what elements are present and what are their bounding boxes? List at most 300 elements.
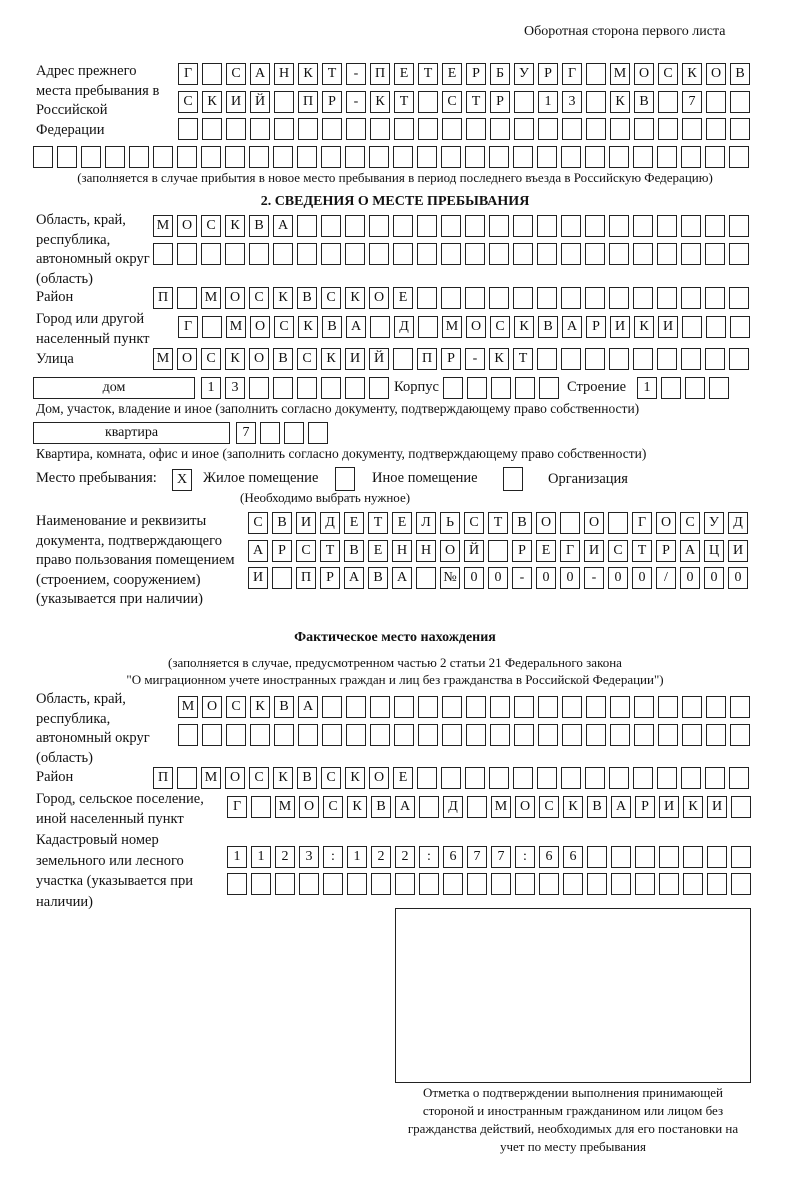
- char-cell[interactable]: [394, 724, 414, 746]
- char-cell[interactable]: Т: [320, 540, 340, 562]
- char-cell[interactable]: О: [706, 63, 726, 85]
- char-cell[interactable]: [586, 91, 606, 113]
- char-cell[interactable]: [706, 724, 726, 746]
- char-cell[interactable]: [418, 316, 438, 338]
- char-cell[interactable]: 3: [225, 377, 245, 399]
- char-cell[interactable]: Г: [560, 540, 580, 562]
- char-cell[interactable]: А: [344, 567, 364, 589]
- char-cell[interactable]: [709, 377, 729, 399]
- char-cell[interactable]: [201, 146, 221, 168]
- char-cell[interactable]: [682, 118, 702, 140]
- char-cell[interactable]: О: [369, 767, 389, 789]
- stay-option-other-checkbox[interactable]: [335, 467, 355, 491]
- char-cell[interactable]: [465, 215, 485, 237]
- char-cell[interactable]: Й: [369, 348, 389, 370]
- char-cell[interactable]: 1: [538, 91, 558, 113]
- char-cell[interactable]: Р: [538, 63, 558, 85]
- char-cell[interactable]: Е: [393, 287, 413, 309]
- char-cell[interactable]: [249, 377, 269, 399]
- char-cell[interactable]: С: [249, 287, 269, 309]
- char-cell[interactable]: №: [440, 567, 460, 589]
- char-cell[interactable]: /: [656, 567, 676, 589]
- char-cell[interactable]: 0: [704, 567, 724, 589]
- char-cell[interactable]: 7: [236, 422, 256, 444]
- char-cell[interactable]: [610, 118, 630, 140]
- char-cell[interactable]: [561, 146, 581, 168]
- char-cell[interactable]: Т: [322, 63, 342, 85]
- char-cell[interactable]: [442, 696, 462, 718]
- char-cell[interactable]: Е: [393, 767, 413, 789]
- char-cell[interactable]: [635, 873, 655, 895]
- char-cell[interactable]: [730, 724, 750, 746]
- char-cell[interactable]: [178, 118, 198, 140]
- char-cell[interactable]: [730, 118, 750, 140]
- char-cell[interactable]: [153, 146, 173, 168]
- char-cell[interactable]: [297, 146, 317, 168]
- char-cell[interactable]: 6: [443, 846, 463, 868]
- char-cell[interactable]: 1: [201, 377, 221, 399]
- char-cell[interactable]: [513, 146, 533, 168]
- char-cell[interactable]: [466, 696, 486, 718]
- char-cell[interactable]: [370, 696, 390, 718]
- char-cell[interactable]: 3: [562, 91, 582, 113]
- char-cell[interactable]: 1: [347, 846, 367, 868]
- char-cell[interactable]: [441, 287, 461, 309]
- char-cell[interactable]: [681, 287, 701, 309]
- char-cell[interactable]: Б: [490, 63, 510, 85]
- char-cell[interactable]: [274, 118, 294, 140]
- char-cell[interactable]: 1: [637, 377, 657, 399]
- char-cell[interactable]: [105, 146, 125, 168]
- char-cell[interactable]: Л: [416, 512, 436, 534]
- char-cell[interactable]: В: [371, 796, 391, 818]
- char-cell[interactable]: В: [368, 567, 388, 589]
- char-cell[interactable]: [608, 512, 628, 534]
- char-cell[interactable]: С: [321, 767, 341, 789]
- char-cell[interactable]: [227, 873, 247, 895]
- char-cell[interactable]: [537, 215, 557, 237]
- char-cell[interactable]: [658, 724, 678, 746]
- char-cell[interactable]: [585, 348, 605, 370]
- char-cell[interactable]: [346, 696, 366, 718]
- char-cell[interactable]: [562, 696, 582, 718]
- char-cell[interactable]: [562, 118, 582, 140]
- char-cell[interactable]: П: [417, 348, 437, 370]
- char-cell[interactable]: -: [512, 567, 532, 589]
- char-cell[interactable]: [465, 146, 485, 168]
- char-cell[interactable]: И: [248, 567, 268, 589]
- char-cell[interactable]: [489, 215, 509, 237]
- char-cell[interactable]: 6: [563, 846, 583, 868]
- char-cell[interactable]: [610, 696, 630, 718]
- char-cell[interactable]: И: [707, 796, 727, 818]
- char-cell[interactable]: [729, 146, 749, 168]
- char-cell[interactable]: П: [370, 63, 390, 85]
- char-cell[interactable]: [681, 348, 701, 370]
- char-cell[interactable]: О: [466, 316, 486, 338]
- char-cell[interactable]: К: [345, 287, 365, 309]
- char-cell[interactable]: И: [659, 796, 679, 818]
- char-cell[interactable]: [514, 696, 534, 718]
- char-cell[interactable]: [609, 348, 629, 370]
- char-cell[interactable]: [250, 724, 270, 746]
- char-cell[interactable]: [661, 377, 681, 399]
- char-cell[interactable]: [274, 91, 294, 113]
- char-cell[interactable]: Е: [392, 512, 412, 534]
- char-cell[interactable]: [537, 348, 557, 370]
- char-cell[interactable]: [249, 146, 269, 168]
- char-cell[interactable]: [251, 796, 271, 818]
- char-cell[interactable]: [685, 377, 705, 399]
- char-cell[interactable]: О: [440, 540, 460, 562]
- char-cell[interactable]: Г: [227, 796, 247, 818]
- char-cell[interactable]: [322, 696, 342, 718]
- char-cell[interactable]: [491, 377, 511, 399]
- char-cell[interactable]: [731, 796, 751, 818]
- char-cell[interactable]: [308, 422, 328, 444]
- char-cell[interactable]: [394, 696, 414, 718]
- char-cell[interactable]: [81, 146, 101, 168]
- char-cell[interactable]: В: [273, 348, 293, 370]
- char-cell[interactable]: [585, 243, 605, 265]
- char-cell[interactable]: [272, 567, 292, 589]
- char-cell[interactable]: [706, 118, 726, 140]
- char-cell[interactable]: 2: [275, 846, 295, 868]
- char-cell[interactable]: 0: [680, 567, 700, 589]
- char-cell[interactable]: [513, 287, 533, 309]
- char-cell[interactable]: О: [202, 696, 222, 718]
- char-cell[interactable]: [609, 287, 629, 309]
- char-cell[interactable]: И: [296, 512, 316, 534]
- char-cell[interactable]: [250, 118, 270, 140]
- char-cell[interactable]: [467, 796, 487, 818]
- char-cell[interactable]: [705, 767, 725, 789]
- char-cell[interactable]: [729, 767, 749, 789]
- char-cell[interactable]: -: [346, 91, 366, 113]
- char-cell[interactable]: [705, 146, 725, 168]
- char-cell[interactable]: [633, 146, 653, 168]
- char-cell[interactable]: [297, 243, 317, 265]
- char-cell[interactable]: [273, 377, 293, 399]
- stay-option-organization-checkbox[interactable]: [503, 467, 523, 491]
- char-cell[interactable]: С: [201, 348, 221, 370]
- char-cell[interactable]: [560, 512, 580, 534]
- char-cell[interactable]: -: [465, 348, 485, 370]
- char-cell[interactable]: 7: [467, 846, 487, 868]
- char-cell[interactable]: П: [153, 287, 173, 309]
- char-cell[interactable]: [586, 724, 606, 746]
- char-cell[interactable]: К: [370, 91, 390, 113]
- char-cell[interactable]: 0: [536, 567, 556, 589]
- char-cell[interactable]: [657, 146, 677, 168]
- char-cell[interactable]: [177, 146, 197, 168]
- char-cell[interactable]: [225, 146, 245, 168]
- char-cell[interactable]: Й: [250, 91, 270, 113]
- char-cell[interactable]: 0: [488, 567, 508, 589]
- char-cell[interactable]: -: [346, 63, 366, 85]
- flat-type-field[interactable]: квартира: [33, 422, 230, 444]
- char-cell[interactable]: М: [442, 316, 462, 338]
- char-cell[interactable]: 1: [251, 846, 271, 868]
- char-cell[interactable]: Й: [464, 540, 484, 562]
- char-cell[interactable]: [202, 63, 222, 85]
- char-cell[interactable]: [561, 767, 581, 789]
- char-cell[interactable]: [706, 696, 726, 718]
- char-cell[interactable]: [417, 215, 437, 237]
- char-cell[interactable]: В: [538, 316, 558, 338]
- char-cell[interactable]: [635, 846, 655, 868]
- char-cell[interactable]: [466, 724, 486, 746]
- char-cell[interactable]: [514, 91, 534, 113]
- char-cell[interactable]: [251, 873, 271, 895]
- char-cell[interactable]: [683, 846, 703, 868]
- char-cell[interactable]: Г: [178, 63, 198, 85]
- char-cell[interactable]: [417, 243, 437, 265]
- char-cell[interactable]: [323, 873, 343, 895]
- char-cell[interactable]: Р: [322, 91, 342, 113]
- char-cell[interactable]: С: [490, 316, 510, 338]
- char-cell[interactable]: К: [321, 348, 341, 370]
- char-cell[interactable]: [489, 287, 509, 309]
- char-cell[interactable]: Т: [513, 348, 533, 370]
- char-cell[interactable]: [321, 146, 341, 168]
- char-cell[interactable]: Ь: [440, 512, 460, 534]
- char-cell[interactable]: [441, 243, 461, 265]
- char-cell[interactable]: :: [419, 846, 439, 868]
- char-cell[interactable]: [731, 873, 751, 895]
- char-cell[interactable]: [611, 873, 631, 895]
- char-cell[interactable]: [633, 767, 653, 789]
- char-cell[interactable]: [443, 377, 463, 399]
- char-cell[interactable]: М: [610, 63, 630, 85]
- char-cell[interactable]: [539, 873, 559, 895]
- char-cell[interactable]: Т: [488, 512, 508, 534]
- stay-option-residential-checkbox[interactable]: X: [172, 469, 192, 491]
- char-cell[interactable]: С: [178, 91, 198, 113]
- char-cell[interactable]: Г: [562, 63, 582, 85]
- char-cell[interactable]: С: [201, 215, 221, 237]
- char-cell[interactable]: [515, 377, 535, 399]
- char-cell[interactable]: О: [177, 215, 197, 237]
- char-cell[interactable]: [561, 215, 581, 237]
- char-cell[interactable]: [634, 118, 654, 140]
- char-cell[interactable]: С: [539, 796, 559, 818]
- char-cell[interactable]: [513, 215, 533, 237]
- char-cell[interactable]: О: [656, 512, 676, 534]
- char-cell[interactable]: С: [608, 540, 628, 562]
- char-cell[interactable]: [57, 146, 77, 168]
- char-cell[interactable]: Н: [392, 540, 412, 562]
- char-cell[interactable]: [393, 243, 413, 265]
- char-cell[interactable]: [633, 243, 653, 265]
- char-cell[interactable]: С: [249, 767, 269, 789]
- char-cell[interactable]: [393, 146, 413, 168]
- char-cell[interactable]: П: [298, 91, 318, 113]
- char-cell[interactable]: [586, 63, 606, 85]
- char-cell[interactable]: О: [299, 796, 319, 818]
- char-cell[interactable]: [729, 215, 749, 237]
- char-cell[interactable]: Р: [512, 540, 532, 562]
- char-cell[interactable]: [657, 287, 677, 309]
- char-cell[interactable]: К: [273, 287, 293, 309]
- char-cell[interactable]: С: [321, 287, 341, 309]
- char-cell[interactable]: Д: [728, 512, 748, 534]
- char-cell[interactable]: [681, 767, 701, 789]
- char-cell[interactable]: [416, 567, 436, 589]
- char-cell[interactable]: Е: [536, 540, 556, 562]
- char-cell[interactable]: О: [250, 316, 270, 338]
- char-cell[interactable]: [659, 846, 679, 868]
- char-cell[interactable]: [682, 696, 702, 718]
- char-cell[interactable]: [369, 215, 389, 237]
- char-cell[interactable]: С: [274, 316, 294, 338]
- char-cell[interactable]: Р: [320, 567, 340, 589]
- char-cell[interactable]: С: [297, 348, 317, 370]
- char-cell[interactable]: 7: [491, 846, 511, 868]
- char-cell[interactable]: Е: [344, 512, 364, 534]
- char-cell[interactable]: О: [177, 348, 197, 370]
- char-cell[interactable]: О: [225, 767, 245, 789]
- char-cell[interactable]: [369, 377, 389, 399]
- char-cell[interactable]: [299, 873, 319, 895]
- char-cell[interactable]: М: [153, 348, 173, 370]
- char-cell[interactable]: [634, 696, 654, 718]
- char-cell[interactable]: [419, 796, 439, 818]
- char-cell[interactable]: К: [682, 63, 702, 85]
- char-cell[interactable]: Г: [178, 316, 198, 338]
- char-cell[interactable]: С: [248, 512, 268, 534]
- char-cell[interactable]: [681, 215, 701, 237]
- house-type-field[interactable]: дом: [33, 377, 195, 399]
- char-cell[interactable]: [129, 146, 149, 168]
- char-cell[interactable]: [729, 348, 749, 370]
- char-cell[interactable]: [490, 724, 510, 746]
- char-cell[interactable]: [417, 146, 437, 168]
- char-cell[interactable]: Д: [394, 316, 414, 338]
- char-cell[interactable]: -: [584, 567, 604, 589]
- char-cell[interactable]: О: [369, 287, 389, 309]
- char-cell[interactable]: С: [680, 512, 700, 534]
- char-cell[interactable]: 3: [299, 846, 319, 868]
- char-cell[interactable]: [585, 767, 605, 789]
- char-cell[interactable]: С: [658, 63, 678, 85]
- char-cell[interactable]: В: [634, 91, 654, 113]
- char-cell[interactable]: В: [297, 767, 317, 789]
- char-cell[interactable]: С: [226, 63, 246, 85]
- char-cell[interactable]: [249, 243, 269, 265]
- char-cell[interactable]: В: [344, 540, 364, 562]
- char-cell[interactable]: [514, 118, 534, 140]
- char-cell[interactable]: [369, 146, 389, 168]
- char-cell[interactable]: Н: [416, 540, 436, 562]
- char-cell[interactable]: Ц: [704, 540, 724, 562]
- char-cell[interactable]: [322, 118, 342, 140]
- char-cell[interactable]: В: [274, 696, 294, 718]
- char-cell[interactable]: [537, 146, 557, 168]
- char-cell[interactable]: [467, 873, 487, 895]
- char-cell[interactable]: [298, 118, 318, 140]
- char-cell[interactable]: К: [683, 796, 703, 818]
- char-cell[interactable]: Р: [635, 796, 655, 818]
- char-cell[interactable]: О: [634, 63, 654, 85]
- char-cell[interactable]: С: [296, 540, 316, 562]
- char-cell[interactable]: Д: [320, 512, 340, 534]
- char-cell[interactable]: Н: [274, 63, 294, 85]
- char-cell[interactable]: С: [442, 91, 462, 113]
- char-cell[interactable]: [682, 316, 702, 338]
- char-cell[interactable]: [490, 118, 510, 140]
- char-cell[interactable]: [513, 243, 533, 265]
- char-cell[interactable]: Е: [442, 63, 462, 85]
- char-cell[interactable]: А: [562, 316, 582, 338]
- char-cell[interactable]: И: [610, 316, 630, 338]
- char-cell[interactable]: [658, 118, 678, 140]
- char-cell[interactable]: [465, 767, 485, 789]
- char-cell[interactable]: С: [226, 696, 246, 718]
- char-cell[interactable]: А: [392, 567, 412, 589]
- char-cell[interactable]: :: [323, 846, 343, 868]
- char-cell[interactable]: [226, 118, 246, 140]
- char-cell[interactable]: В: [322, 316, 342, 338]
- char-cell[interactable]: А: [250, 63, 270, 85]
- char-cell[interactable]: [273, 243, 293, 265]
- char-cell[interactable]: [273, 146, 293, 168]
- char-cell[interactable]: [202, 316, 222, 338]
- char-cell[interactable]: А: [680, 540, 700, 562]
- char-cell[interactable]: [489, 767, 509, 789]
- char-cell[interactable]: У: [704, 512, 724, 534]
- char-cell[interactable]: [561, 243, 581, 265]
- char-cell[interactable]: Р: [586, 316, 606, 338]
- char-cell[interactable]: 0: [608, 567, 628, 589]
- char-cell[interactable]: [442, 118, 462, 140]
- char-cell[interactable]: [346, 724, 366, 746]
- char-cell[interactable]: [202, 118, 222, 140]
- char-cell[interactable]: [369, 243, 389, 265]
- char-cell[interactable]: [538, 696, 558, 718]
- char-cell[interactable]: [297, 377, 317, 399]
- char-cell[interactable]: К: [225, 348, 245, 370]
- char-cell[interactable]: П: [296, 567, 316, 589]
- char-cell[interactable]: [298, 724, 318, 746]
- char-cell[interactable]: 1: [227, 846, 247, 868]
- char-cell[interactable]: [178, 724, 198, 746]
- char-cell[interactable]: [561, 287, 581, 309]
- char-cell[interactable]: [491, 873, 511, 895]
- char-cell[interactable]: [33, 146, 53, 168]
- char-cell[interactable]: [538, 118, 558, 140]
- char-cell[interactable]: [729, 287, 749, 309]
- char-cell[interactable]: Р: [466, 63, 486, 85]
- char-cell[interactable]: [371, 873, 391, 895]
- char-cell[interactable]: [346, 118, 366, 140]
- char-cell[interactable]: Т: [368, 512, 388, 534]
- char-cell[interactable]: [202, 724, 222, 746]
- char-cell[interactable]: М: [226, 316, 246, 338]
- char-cell[interactable]: О: [225, 287, 245, 309]
- char-cell[interactable]: [443, 873, 463, 895]
- char-cell[interactable]: [418, 91, 438, 113]
- char-cell[interactable]: [706, 91, 726, 113]
- char-cell[interactable]: 2: [395, 846, 415, 868]
- char-cell[interactable]: К: [298, 63, 318, 85]
- char-cell[interactable]: [370, 724, 390, 746]
- char-cell[interactable]: [563, 873, 583, 895]
- char-cell[interactable]: А: [395, 796, 415, 818]
- char-cell[interactable]: Т: [466, 91, 486, 113]
- char-cell[interactable]: С: [323, 796, 343, 818]
- char-cell[interactable]: С: [464, 512, 484, 534]
